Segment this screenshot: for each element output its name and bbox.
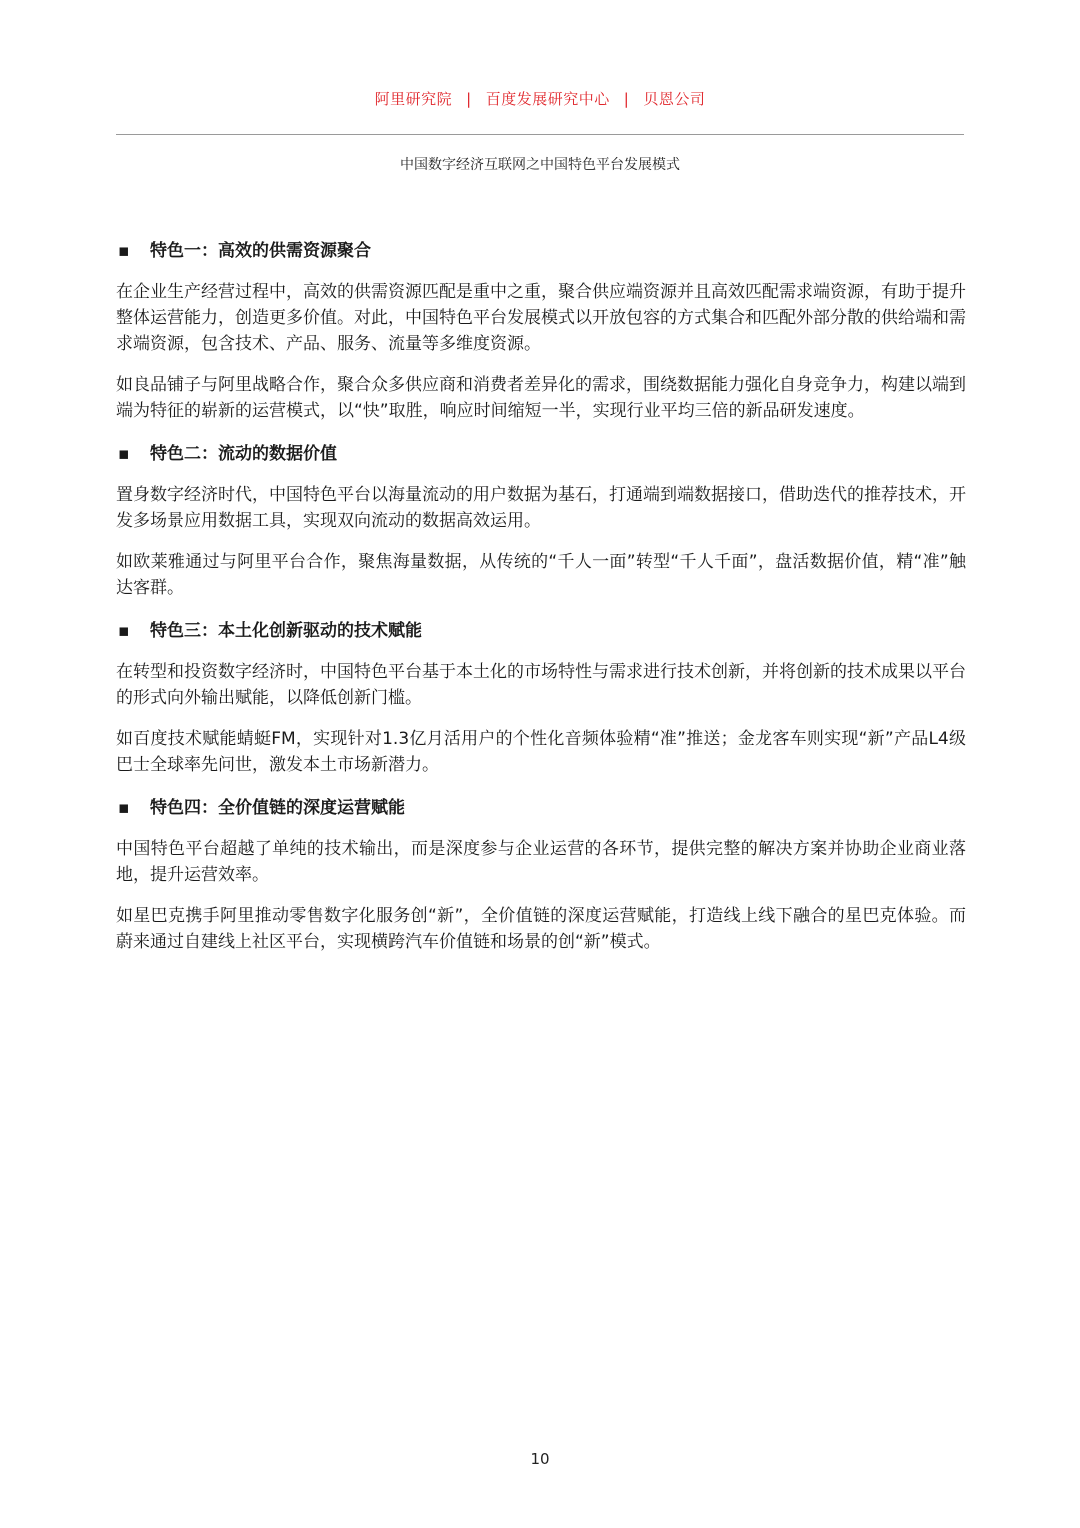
org-bain: 贝恩公司 [643,90,706,108]
page-number: 10 [530,1450,550,1468]
header-separator: | [466,90,472,108]
paragraph: 置身数字经济时代，中国特色平台以海量流动的用户数据为基石，打通端到端数据接口，借助迭代的推荐技术，开发多场景应用数据工具，实现双向流动的数据高效运用。 [116,485,966,531]
paragraph: 如百度技术赋能蜻蜓FM，实现针对1.3亿月活用户的个性化音频体验精“准”推送；金龙客车则实现“新”产品L4级巴士全球率先问世，激发本土市场新潜力。 [116,729,966,775]
section-heading [116,793,966,823]
org-baidu-research: 百度发展研究中心 [485,90,610,108]
section-feature-3 [116,616,966,778]
section-heading-text: 特色三：本土化创新驱动的技术赋能 [150,621,422,641]
report-authors-header [0,88,1080,109]
paragraph: 如欧莱雅通过与阿里平台合作，聚焦海量数据，从传统的“千人一面”转型“千人千面”，盘活数据价值，精“准”触达客群。 [116,552,966,598]
document-title: 中国数字经济互联网之中国特色平台发展模式 [400,157,680,173]
header-separator: | [623,90,630,108]
paragraph: 如星巴克携手阿里推动零售数字化服务创“新”，全价值链的深度运营赋能，打造线上线下融合的星巴克体验。而蔚来通过自建线上社区平台，实现横跨汽车价值链和场景的创“新”模式。 [116,906,966,952]
section-heading-text: 特色四：全价值链的深度运营赋能 [150,798,405,818]
section-feature-4 [116,793,966,955]
bullet-icon: ▪ [118,241,130,261]
paragraph: 在企业生产经营过程中，高效的供需资源匹配是重中之重，聚合供应端资源并且高效匹配需求端资源，有助于提升整体运营能力，创造更多价值。对此，中国特色平台发展模式以开放包容的方式集合和匹配外部分散的供给端和需求端资源，包含技术、产品、服务、流量等多维度资源。 [116,282,966,354]
section-heading-text: 特色一：高效的供需资源聚合 [150,241,371,261]
section-feature-2 [116,439,966,601]
paragraph: 中国特色平台超越了单纯的技术输出，而是深度参与企业运营的各环节，提供完整的解决方案并协助企业商业落地，提升运营效率。 [116,839,966,885]
page-content [116,236,966,970]
header-divider [116,134,964,135]
section-heading [116,439,966,469]
paragraph: 在转型和投资数字经济时，中国特色平台基于本土化的市场特性与需求进行技术创新，并将创新的技术成果以平台的形式向外输出赋能，以降低创新门槛。 [116,662,966,708]
section-feature-1 [116,236,966,424]
org-alibaba-research: 阿里研究院 [374,90,453,108]
section-heading [116,236,966,266]
paragraph: 如良品铺子与阿里战略合作，聚合众多供应商和消费者差异化的需求，围绕数据能力强化自身竞争力，构建以端到端为特征的崭新的运营模式，以“快”取胜，响应时间缩短一半，实现行业平均三倍的新品研发速度。 [116,375,966,421]
bullet-icon: ▪ [118,621,130,641]
section-heading-text: 特色二：流动的数据价值 [150,444,337,464]
bullet-icon: ▪ [118,444,130,464]
bullet-icon: ▪ [118,798,130,818]
section-heading [116,616,966,646]
